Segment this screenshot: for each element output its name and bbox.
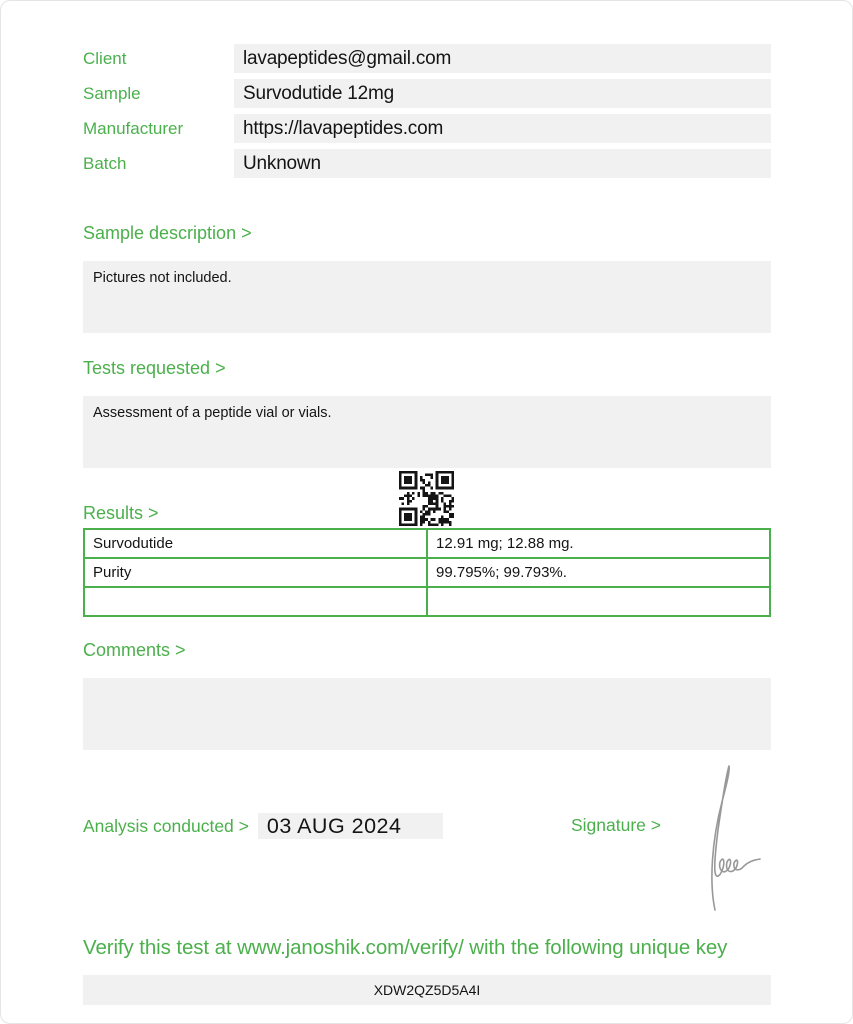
- result-name: Purity: [84, 558, 427, 587]
- client-label: Client: [83, 49, 127, 68]
- table-row: [84, 558, 770, 587]
- signature-scrawl-icon: [673, 760, 765, 912]
- results-table: [83, 528, 771, 617]
- sample-description-heading: Sample description >: [83, 223, 252, 243]
- result-value: 99.795%; 99.793%.: [427, 558, 770, 587]
- field-row-batch: [83, 149, 771, 178]
- results-header: [83, 471, 771, 528]
- table-row: [84, 587, 770, 616]
- result-value: 12.91 mg; 12.88 mg.: [427, 529, 770, 558]
- certificate-content: [1, 1, 852, 1005]
- comments-heading: Comments >: [83, 640, 186, 660]
- field-row-sample: [83, 79, 771, 108]
- field-row-client: [83, 44, 771, 73]
- qr-code-icon: [399, 471, 454, 526]
- tests-requested-heading: Tests requested >: [83, 358, 226, 378]
- result-value: [427, 587, 770, 616]
- batch-value: Unknown: [234, 149, 771, 178]
- tests-requested-box: Assessment of a peptide vial or vials.: [83, 396, 771, 468]
- signature-label: Signature >: [571, 815, 661, 835]
- manufacturer-label: Manufacturer: [83, 119, 184, 138]
- sample-value: Survodutide 12mg: [234, 79, 771, 108]
- analysis-line: [83, 813, 443, 839]
- sample-description-box: Pictures not included.: [83, 261, 771, 333]
- client-value: lavapeptides@gmail.com: [234, 44, 771, 73]
- table-row: [84, 529, 770, 558]
- header-fields: [83, 44, 771, 178]
- field-row-manufacturer: [83, 114, 771, 143]
- comments-box: [83, 678, 771, 750]
- footer-row: [83, 758, 771, 916]
- verify-key: XDW2QZ5D5A4I: [83, 975, 771, 1005]
- analysis-date: 03 AUG 2024: [258, 813, 444, 839]
- sample-label: Sample: [83, 84, 141, 103]
- batch-label: Batch: [83, 154, 127, 173]
- manufacturer-value: https://lavapeptides.com: [234, 114, 771, 143]
- result-name: Survodutide: [84, 529, 427, 558]
- results-heading: Results >: [83, 503, 159, 523]
- analysis-conducted-label: Analysis conducted >: [83, 815, 249, 836]
- result-name: [84, 587, 427, 616]
- verify-text: Verify this test at www.janoshik.com/verify/ with the following unique key: [83, 936, 728, 959]
